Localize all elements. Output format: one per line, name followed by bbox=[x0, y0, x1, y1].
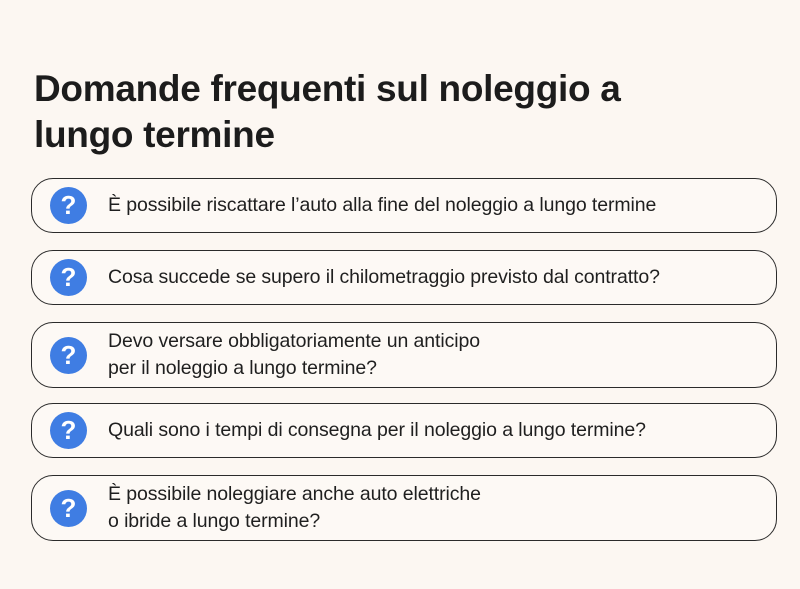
svg-text:?: ? bbox=[60, 190, 77, 220]
faq-question: Quali sono i tempi di consegna per il noleggio a lungo termine? bbox=[108, 419, 646, 441]
svg-text:?: ? bbox=[60, 339, 77, 370]
question-circle-icon bbox=[50, 259, 87, 296]
faq-question: È possibile noleggiare anche auto elettriche o ibride a lungo termine? bbox=[108, 483, 481, 532]
svg-text:?: ? bbox=[60, 262, 77, 292]
question-circle-icon bbox=[50, 490, 87, 527]
question-circle-icon bbox=[50, 187, 87, 224]
question-circle-icon bbox=[50, 337, 87, 374]
faq-item[interactable] bbox=[31, 403, 777, 458]
svg-text:?: ? bbox=[60, 415, 77, 445]
svg-text:?: ? bbox=[60, 492, 77, 523]
faq-question: Devo versare obbligatoriamente un anticipo per il noleggio a lungo termine? bbox=[108, 330, 480, 379]
faq-question: Cosa succede se supero il chilometraggio previsto dal contratto? bbox=[108, 266, 660, 288]
faq-item[interactable] bbox=[31, 250, 777, 305]
faq-list bbox=[31, 178, 777, 556]
page-title: Domande frequenti sul noleggio a lungo termine bbox=[34, 68, 621, 155]
faq-item[interactable] bbox=[31, 178, 777, 233]
faq-question: È possibile riscattare l’auto alla fine del noleggio a lungo termine bbox=[108, 194, 657, 216]
question-circle-icon bbox=[50, 412, 87, 449]
faq-item[interactable] bbox=[31, 475, 777, 541]
faq-item[interactable] bbox=[31, 322, 777, 388]
